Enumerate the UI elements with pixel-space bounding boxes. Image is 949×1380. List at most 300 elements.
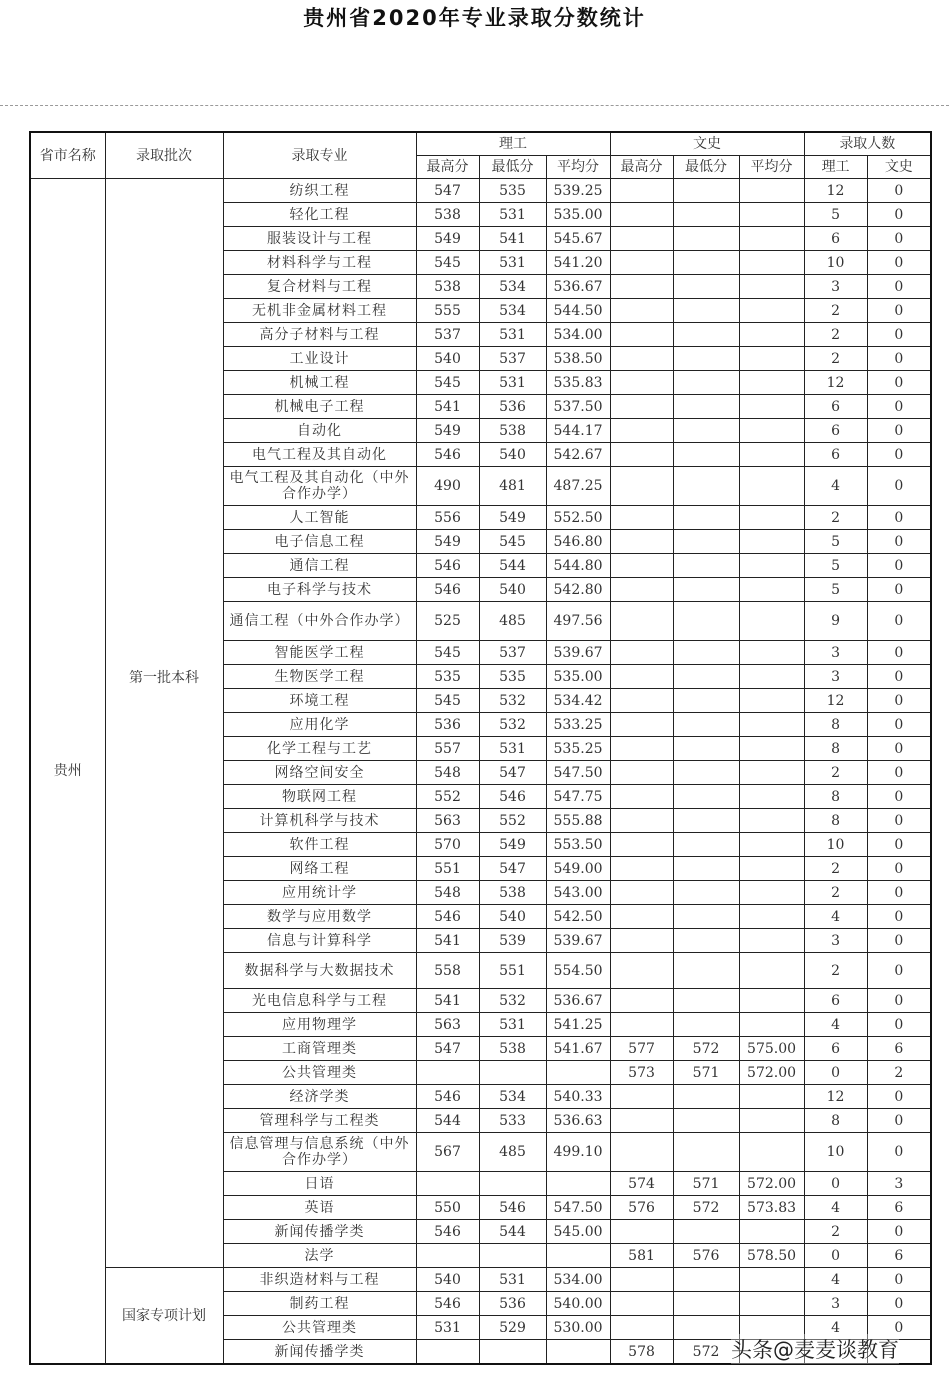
science-avg-cell xyxy=(546,1061,610,1085)
major-cell: 人工智能 xyxy=(223,506,416,530)
count-science-cell: 5 xyxy=(804,578,867,602)
arts-avg-cell xyxy=(739,785,804,809)
major-cell: 机械工程 xyxy=(223,371,416,395)
major-cell: 数据科学与大数据技术 xyxy=(223,953,416,989)
count-arts-cell: 0 xyxy=(867,1316,931,1340)
arts-max-cell: 578 xyxy=(610,1340,673,1365)
arts-min-cell xyxy=(673,1109,739,1133)
science-avg-cell: 553.50 xyxy=(546,833,610,857)
count-arts-cell: 0 xyxy=(867,251,931,275)
count-arts-cell: 0 xyxy=(867,1133,931,1172)
science-min-cell: 535 xyxy=(479,665,546,689)
arts-max-cell: 573 xyxy=(610,1061,673,1085)
major-cell: 物联网工程 xyxy=(223,785,416,809)
science-avg-cell: 544.50 xyxy=(546,299,610,323)
arts-min-cell xyxy=(673,809,739,833)
count-science-cell: 6 xyxy=(804,443,867,467)
major-cell: 新闻传播学类 xyxy=(223,1340,416,1365)
arts-min-cell xyxy=(673,275,739,299)
arts-avg-cell xyxy=(739,1220,804,1244)
count-arts-cell: 0 xyxy=(867,395,931,419)
count-science-cell: 4 xyxy=(804,467,867,506)
arts-avg-cell xyxy=(739,506,804,530)
arts-max-cell xyxy=(610,443,673,467)
science-max-cell: 550 xyxy=(416,1196,479,1220)
major-cell: 管理科学与工程类 xyxy=(223,1109,416,1133)
arts-min-cell xyxy=(673,989,739,1013)
arts-max-cell xyxy=(610,1316,673,1340)
science-max-cell: 546 xyxy=(416,554,479,578)
science-avg-cell xyxy=(546,1244,610,1268)
arts-avg-cell xyxy=(739,467,804,506)
science-min-cell: 537 xyxy=(479,641,546,665)
arts-avg-cell xyxy=(739,989,804,1013)
arts-min-cell xyxy=(673,467,739,506)
major-cell: 生物医学工程 xyxy=(223,665,416,689)
count-arts-cell: 0 xyxy=(867,275,931,299)
arts-max-cell xyxy=(610,419,673,443)
header-arts-group: 文史 xyxy=(610,132,804,156)
count-arts-cell: 0 xyxy=(867,641,931,665)
science-avg-cell: 534.00 xyxy=(546,1268,610,1292)
science-max-cell: 558 xyxy=(416,953,479,989)
science-avg-cell: 535.00 xyxy=(546,203,610,227)
science-min-cell: 544 xyxy=(479,554,546,578)
arts-min-cell xyxy=(673,323,739,347)
science-avg-cell: 541.20 xyxy=(546,251,610,275)
arts-avg-cell xyxy=(739,737,804,761)
major-cell: 信息管理与信息系统（中外合作办学） xyxy=(223,1133,416,1172)
science-avg-cell: 497.56 xyxy=(546,602,610,641)
science-max-cell: 538 xyxy=(416,275,479,299)
science-min-cell: 534 xyxy=(479,275,546,299)
arts-avg-cell: 578.50 xyxy=(739,1244,804,1268)
arts-max-cell xyxy=(610,737,673,761)
science-min-cell xyxy=(479,1172,546,1196)
count-arts-cell: 0 xyxy=(867,1085,931,1109)
count-science-cell: 6 xyxy=(804,419,867,443)
major-cell: 轻化工程 xyxy=(223,203,416,227)
science-min-cell xyxy=(479,1244,546,1268)
arts-max-cell xyxy=(610,179,673,203)
count-arts-cell: 0 xyxy=(867,761,931,785)
count-arts-cell: 0 xyxy=(867,371,931,395)
count-arts-cell: 0 xyxy=(867,713,931,737)
header-science-group: 理工 xyxy=(416,132,610,156)
arts-max-cell xyxy=(610,665,673,689)
major-cell: 环境工程 xyxy=(223,689,416,713)
major-cell: 材料科学与工程 xyxy=(223,251,416,275)
arts-avg-cell: 572.00 xyxy=(739,1061,804,1085)
arts-max-cell xyxy=(610,989,673,1013)
arts-avg-cell: 572.00 xyxy=(739,1172,804,1196)
major-cell: 新闻传播学类 xyxy=(223,1220,416,1244)
science-max-cell: 546 xyxy=(416,578,479,602)
science-min-cell: 534 xyxy=(479,1085,546,1109)
arts-avg-cell xyxy=(739,395,804,419)
science-min-cell: 547 xyxy=(479,857,546,881)
science-min-cell xyxy=(479,1340,546,1365)
science-avg-cell: 533.25 xyxy=(546,713,610,737)
science-min-cell: 532 xyxy=(479,689,546,713)
arts-max-cell xyxy=(610,395,673,419)
arts-avg-cell xyxy=(739,1013,804,1037)
arts-avg-cell xyxy=(739,833,804,857)
science-max-cell: 490 xyxy=(416,467,479,506)
science-min-cell: 547 xyxy=(479,761,546,785)
count-science-cell: 2 xyxy=(804,506,867,530)
arts-avg-cell xyxy=(739,1085,804,1109)
major-cell: 无机非金属材料工程 xyxy=(223,299,416,323)
science-avg-cell: 487.25 xyxy=(546,467,610,506)
science-avg-cell: 542.50 xyxy=(546,905,610,929)
arts-min-cell: 572 xyxy=(673,1340,739,1365)
header-arts-max: 最高分 xyxy=(610,156,673,179)
arts-min-cell xyxy=(673,929,739,953)
science-min-cell: 529 xyxy=(479,1316,546,1340)
count-science-cell: 2 xyxy=(804,761,867,785)
arts-min-cell xyxy=(673,665,739,689)
science-max-cell: 563 xyxy=(416,809,479,833)
major-cell: 信息与计算科学 xyxy=(223,929,416,953)
count-science-cell: 8 xyxy=(804,1109,867,1133)
count-science-cell: 3 xyxy=(804,929,867,953)
count-arts-cell: 0 xyxy=(867,1292,931,1316)
science-min-cell: 541 xyxy=(479,227,546,251)
science-avg-cell: 547.75 xyxy=(546,785,610,809)
science-avg-cell: 543.00 xyxy=(546,881,610,905)
science-avg-cell: 530.00 xyxy=(546,1316,610,1340)
arts-avg-cell: 575.00 xyxy=(739,1037,804,1061)
arts-avg-cell xyxy=(739,203,804,227)
science-avg-cell: 552.50 xyxy=(546,506,610,530)
science-max-cell: 538 xyxy=(416,203,479,227)
science-avg-cell: 544.80 xyxy=(546,554,610,578)
count-science-cell: 10 xyxy=(804,833,867,857)
arts-max-cell xyxy=(610,347,673,371)
header-science-max: 最高分 xyxy=(416,156,479,179)
science-max-cell: 546 xyxy=(416,443,479,467)
science-min-cell: 531 xyxy=(479,323,546,347)
arts-min-cell: 571 xyxy=(673,1061,739,1085)
science-max-cell: 546 xyxy=(416,905,479,929)
batch-cell: 第一批本科 xyxy=(105,179,223,1268)
count-science-cell: 0 xyxy=(804,1061,867,1085)
major-cell: 法学 xyxy=(223,1244,416,1268)
science-max-cell: 541 xyxy=(416,395,479,419)
count-science-cell: 8 xyxy=(804,785,867,809)
science-max-cell: 544 xyxy=(416,1109,479,1133)
science-avg-cell: 539.67 xyxy=(546,641,610,665)
science-avg-cell: 535.83 xyxy=(546,371,610,395)
major-cell: 电气工程及其自动化（中外合作办学） xyxy=(223,467,416,506)
count-arts-cell: 0 xyxy=(867,1109,931,1133)
science-avg-cell xyxy=(546,1172,610,1196)
arts-min-cell xyxy=(673,419,739,443)
major-cell: 日语 xyxy=(223,1172,416,1196)
count-arts-cell: 0 xyxy=(867,785,931,809)
header-count-arts: 文史 xyxy=(867,156,931,179)
arts-min-cell xyxy=(673,395,739,419)
count-arts-cell: 0 xyxy=(867,1220,931,1244)
major-cell: 应用物理学 xyxy=(223,1013,416,1037)
science-min-cell: 536 xyxy=(479,1292,546,1316)
science-avg-cell: 544.17 xyxy=(546,419,610,443)
arts-avg-cell xyxy=(739,809,804,833)
count-arts-cell: 0 xyxy=(867,857,931,881)
major-cell: 工业设计 xyxy=(223,347,416,371)
page-title: 贵州省2020年专业录取分数统计 xyxy=(303,6,646,30)
header-count-group: 录取人数 xyxy=(804,132,931,156)
batch-cell: 国家专项计划 xyxy=(105,1268,223,1365)
science-min-cell: 538 xyxy=(479,881,546,905)
science-avg-cell: 539.25 xyxy=(546,179,610,203)
count-arts-cell: 0 xyxy=(867,953,931,989)
arts-max-cell xyxy=(610,857,673,881)
arts-max-cell xyxy=(610,299,673,323)
science-min-cell: 531 xyxy=(479,203,546,227)
science-min-cell: 540 xyxy=(479,905,546,929)
science-min-cell: 532 xyxy=(479,713,546,737)
science-avg-cell: 545.67 xyxy=(546,227,610,251)
arts-max-cell: 577 xyxy=(610,1037,673,1061)
count-arts-cell: 0 xyxy=(867,299,931,323)
count-science-cell: 3 xyxy=(804,641,867,665)
science-avg-cell: 537.50 xyxy=(546,395,610,419)
count-science-cell: 0 xyxy=(804,1172,867,1196)
science-max-cell xyxy=(416,1172,479,1196)
count-arts-cell: 0 xyxy=(867,905,931,929)
science-min-cell: 549 xyxy=(479,833,546,857)
arts-min-cell xyxy=(673,602,739,641)
arts-max-cell xyxy=(610,929,673,953)
major-cell: 高分子材料与工程 xyxy=(223,323,416,347)
arts-avg-cell xyxy=(739,1268,804,1292)
science-max-cell: 545 xyxy=(416,689,479,713)
arts-max-cell xyxy=(610,251,673,275)
arts-min-cell xyxy=(673,953,739,989)
count-arts-cell: 0 xyxy=(867,203,931,227)
arts-avg-cell xyxy=(739,929,804,953)
arts-min-cell xyxy=(673,179,739,203)
arts-min-cell xyxy=(673,785,739,809)
arts-min-cell: 572 xyxy=(673,1196,739,1220)
science-max-cell: 546 xyxy=(416,1220,479,1244)
count-science-cell: 6 xyxy=(804,395,867,419)
arts-avg-cell xyxy=(739,1109,804,1133)
arts-min-cell xyxy=(673,578,739,602)
arts-min-cell xyxy=(673,881,739,905)
count-science-cell: 5 xyxy=(804,530,867,554)
count-arts-cell: 6 xyxy=(867,1244,931,1268)
arts-min-cell xyxy=(673,713,739,737)
count-arts-cell: 0 xyxy=(867,506,931,530)
header-science-avg: 平均分 xyxy=(546,156,610,179)
science-avg-cell: 536.63 xyxy=(546,1109,610,1133)
science-min-cell: 531 xyxy=(479,1268,546,1292)
count-arts-cell: 0 xyxy=(867,602,931,641)
header-arts-min: 最低分 xyxy=(673,156,739,179)
major-cell: 公共管理类 xyxy=(223,1316,416,1340)
major-cell: 复合材料与工程 xyxy=(223,275,416,299)
count-science-cell: 12 xyxy=(804,179,867,203)
arts-avg-cell xyxy=(739,419,804,443)
arts-min-cell xyxy=(673,1220,739,1244)
science-min-cell: 531 xyxy=(479,1013,546,1037)
science-min-cell: 546 xyxy=(479,785,546,809)
table-row xyxy=(30,1268,931,1292)
arts-avg-cell xyxy=(739,554,804,578)
science-min-cell: 485 xyxy=(479,602,546,641)
science-avg-cell: 541.67 xyxy=(546,1037,610,1061)
science-max-cell: 525 xyxy=(416,602,479,641)
science-max-cell: 541 xyxy=(416,929,479,953)
arts-max-cell xyxy=(610,1268,673,1292)
major-cell: 通信工程 xyxy=(223,554,416,578)
arts-max-cell xyxy=(610,1085,673,1109)
science-min-cell: 539 xyxy=(479,929,546,953)
science-max-cell: 551 xyxy=(416,857,479,881)
science-max-cell: 557 xyxy=(416,737,479,761)
science-min-cell: 540 xyxy=(479,578,546,602)
science-avg-cell: 535.00 xyxy=(546,665,610,689)
count-arts-cell: 3 xyxy=(867,1172,931,1196)
count-arts-cell: 2 xyxy=(867,1061,931,1085)
science-min-cell: 537 xyxy=(479,347,546,371)
arts-avg-cell xyxy=(739,371,804,395)
arts-max-cell xyxy=(610,881,673,905)
count-science-cell: 3 xyxy=(804,665,867,689)
arts-max-cell xyxy=(610,713,673,737)
arts-max-cell xyxy=(610,1220,673,1244)
science-avg-cell: 542.80 xyxy=(546,578,610,602)
arts-min-cell xyxy=(673,251,739,275)
count-science-cell: 2 xyxy=(804,323,867,347)
arts-avg-cell xyxy=(739,179,804,203)
arts-max-cell xyxy=(610,1109,673,1133)
count-science-cell: 4 xyxy=(804,1013,867,1037)
science-avg-cell: 546.80 xyxy=(546,530,610,554)
science-avg-cell: 540.00 xyxy=(546,1292,610,1316)
count-arts-cell: 0 xyxy=(867,554,931,578)
arts-min-cell xyxy=(673,761,739,785)
arts-max-cell: 581 xyxy=(610,1244,673,1268)
major-cell: 自动化 xyxy=(223,419,416,443)
arts-min-cell xyxy=(673,833,739,857)
arts-max-cell xyxy=(610,530,673,554)
arts-avg-cell xyxy=(739,530,804,554)
count-science-cell: 3 xyxy=(804,275,867,299)
count-science-cell: 9 xyxy=(804,602,867,641)
science-max-cell: 563 xyxy=(416,1013,479,1037)
count-science-cell: 12 xyxy=(804,1085,867,1109)
arts-avg-cell xyxy=(739,953,804,989)
arts-avg-cell xyxy=(739,299,804,323)
major-cell: 化学工程与工艺 xyxy=(223,737,416,761)
table-body xyxy=(30,179,931,1365)
count-science-cell: 4 xyxy=(804,1316,867,1340)
science-max-cell: 541 xyxy=(416,989,479,1013)
science-min-cell: 531 xyxy=(479,371,546,395)
count-science-cell: 2 xyxy=(804,953,867,989)
arts-min-cell xyxy=(673,506,739,530)
count-arts-cell: 0 xyxy=(867,881,931,905)
count-science-cell: 5 xyxy=(804,554,867,578)
arts-min-cell xyxy=(673,905,739,929)
arts-max-cell xyxy=(610,1133,673,1172)
science-avg-cell: 534.00 xyxy=(546,323,610,347)
science-max-cell: 549 xyxy=(416,419,479,443)
arts-min-cell xyxy=(673,227,739,251)
header-count-science: 理工 xyxy=(804,156,867,179)
major-cell: 软件工程 xyxy=(223,833,416,857)
arts-min-cell xyxy=(673,443,739,467)
arts-avg-cell xyxy=(739,275,804,299)
science-avg-cell: 538.50 xyxy=(546,347,610,371)
count-science-cell: 12 xyxy=(804,371,867,395)
count-arts-cell: 0 xyxy=(867,665,931,689)
arts-avg-cell xyxy=(739,602,804,641)
arts-min-cell xyxy=(673,347,739,371)
arts-avg-cell xyxy=(739,251,804,275)
arts-max-cell xyxy=(610,1292,673,1316)
arts-max-cell xyxy=(610,809,673,833)
arts-avg-cell xyxy=(739,881,804,905)
arts-max-cell: 574 xyxy=(610,1172,673,1196)
science-avg-cell: 534.42 xyxy=(546,689,610,713)
count-science-cell: 4 xyxy=(804,1196,867,1220)
science-max-cell: 549 xyxy=(416,530,479,554)
count-arts-cell: 0 xyxy=(867,1268,931,1292)
science-avg-cell: 540.33 xyxy=(546,1085,610,1109)
count-science-cell: 2 xyxy=(804,881,867,905)
arts-min-cell xyxy=(673,1013,739,1037)
count-arts-cell: 6 xyxy=(867,1196,931,1220)
science-max-cell: 545 xyxy=(416,371,479,395)
science-max-cell: 549 xyxy=(416,227,479,251)
science-max-cell: 570 xyxy=(416,833,479,857)
arts-max-cell xyxy=(610,785,673,809)
header-science-min: 最低分 xyxy=(479,156,546,179)
arts-max-cell xyxy=(610,203,673,227)
arts-avg-cell xyxy=(739,443,804,467)
admission-score-table xyxy=(29,131,932,1365)
major-cell: 纺织工程 xyxy=(223,179,416,203)
arts-max-cell xyxy=(610,641,673,665)
arts-max-cell xyxy=(610,905,673,929)
science-avg-cell: 541.25 xyxy=(546,1013,610,1037)
count-science-cell: 2 xyxy=(804,857,867,881)
science-min-cell: 536 xyxy=(479,395,546,419)
science-min-cell: 533 xyxy=(479,1109,546,1133)
count-arts-cell: 0 xyxy=(867,179,931,203)
science-min-cell: 540 xyxy=(479,443,546,467)
science-min-cell: 544 xyxy=(479,1220,546,1244)
count-arts-cell: 0 xyxy=(867,929,931,953)
science-avg-cell: 554.50 xyxy=(546,953,610,989)
major-cell: 计算机科学与技术 xyxy=(223,809,416,833)
arts-max-cell xyxy=(610,833,673,857)
arts-min-cell xyxy=(673,641,739,665)
count-science-cell: 5 xyxy=(804,203,867,227)
science-min-cell: 532 xyxy=(479,989,546,1013)
science-avg-cell: 539.67 xyxy=(546,929,610,953)
count-arts-cell: 0 xyxy=(867,689,931,713)
arts-avg-cell xyxy=(739,347,804,371)
arts-min-cell xyxy=(673,554,739,578)
major-cell: 智能医学工程 xyxy=(223,641,416,665)
count-arts-cell: 0 xyxy=(867,443,931,467)
